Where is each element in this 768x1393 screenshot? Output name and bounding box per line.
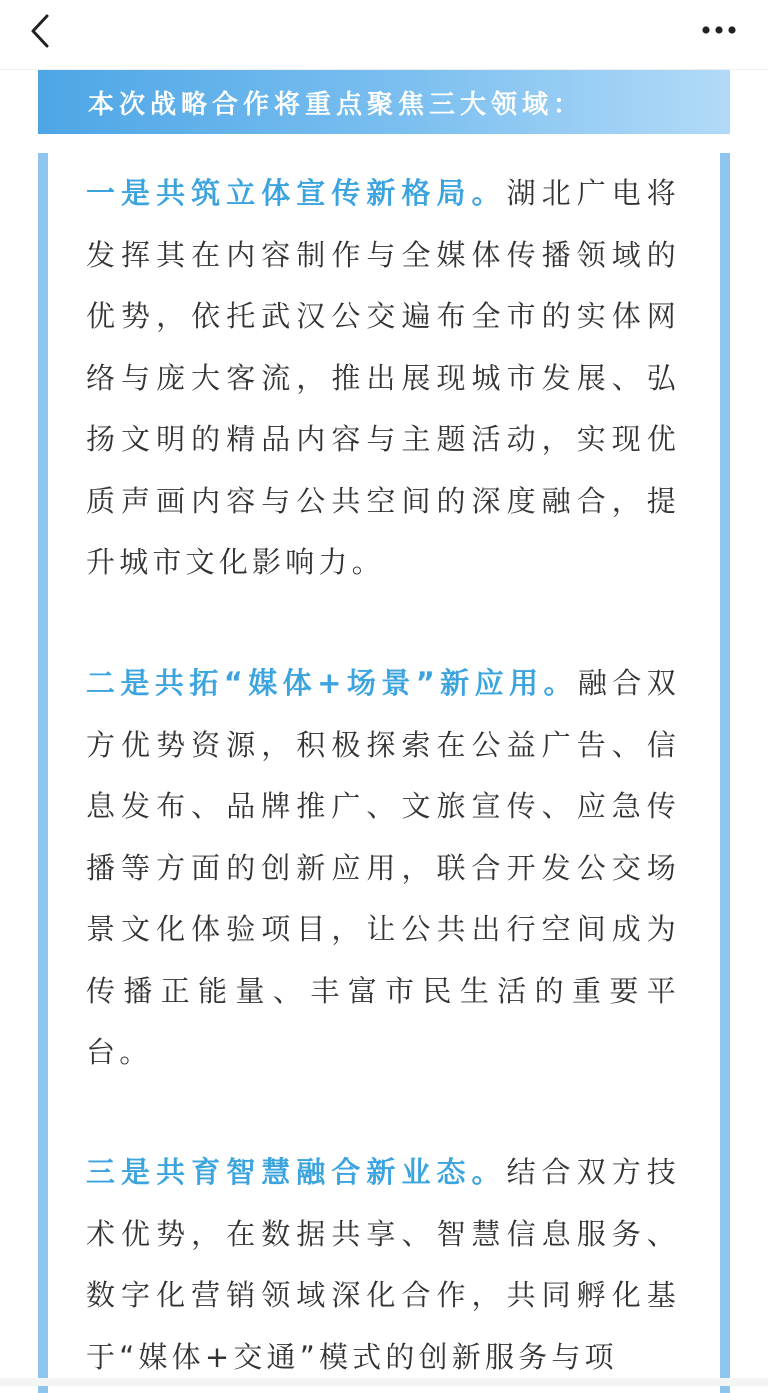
focus-area-title-2: 二是共拓“媒体+场景”新应用。 <box>86 666 578 700</box>
section-banner <box>38 70 730 134</box>
focus-area-body-2: 融合双方优势资源，积极探索在公益广告、信息发布、品牌推广、文旅宣传、应急传播等方面的创新应用，联合开发公交场景文化体验项目，让公共出行空间成为传播正能量、丰富市民生活的重要平台。 <box>86 666 680 1069</box>
back-button[interactable] <box>18 6 68 56</box>
focus-area-paragraph-1 <box>86 163 680 594</box>
focus-area-paragraph-3 <box>86 1142 680 1388</box>
more-options-button[interactable] <box>696 10 746 50</box>
chevron-left-icon <box>18 6 68 56</box>
top-nav-bar <box>0 0 768 70</box>
focus-area-body-1: 湖北广电将发挥其在内容制作与全媒体传播领域的优势，依托武汉公交遍布全市的实体网络与庞大客流，推出展现城市发展、弘扬文明的精品内容与主题活动，实现优质声画内容与公共空间的深度融合，提升城市文化影响力。 <box>86 176 680 579</box>
bottom-edge <box>0 1378 768 1386</box>
focus-area-title-3: 三是共育智慧融合新业态。 <box>86 1155 507 1189</box>
focus-area-title-1: 一是共筑立体宣传新格局。 <box>86 176 507 210</box>
focus-area-paragraph-2 <box>86 653 680 1084</box>
more-horizontal-icon <box>696 10 746 50</box>
banner-title: 本次战略合作将重点聚焦三大领域： <box>88 89 585 120</box>
focus-area-body-3: 结合双方技术优势，在数据共享、智慧信息服务、数字化营销领域深化合作，共同孵化基于“媒体+交通”模式的创新服务与项 <box>86 1155 680 1374</box>
